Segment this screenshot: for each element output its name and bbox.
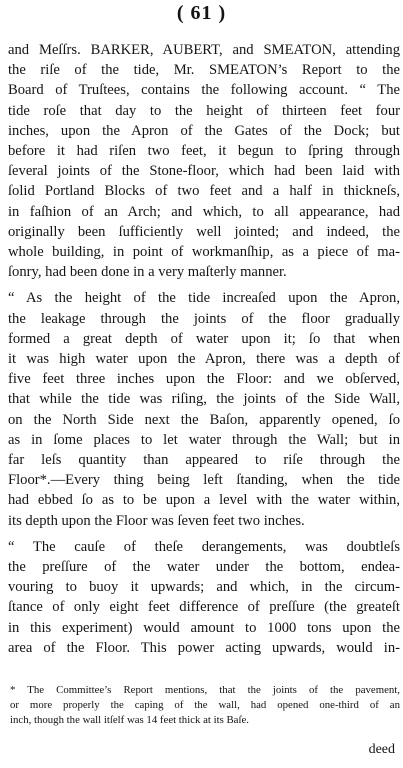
text-line: “ The cauſe of theſe derangements, was doubtleſs [8,538,400,555]
text-line: the preſſure of the water under the bottom, endea- [8,559,400,576]
text-line: on the North Side next the Baſon, apparently opened, ſo [8,411,400,428]
paragraph-3 [8,537,400,658]
text-line: as in ſome places to let water through the Wall; but in [8,431,400,448]
footnote-line: inch, though the wall itſelf was 14 feet thick at its Baſe. [10,714,249,726]
text-line: tide roſe that day to the height of thirteen feet four [8,102,400,119]
text-line: it was high water upon the Apron, there was a depth of [8,351,400,368]
text-line: five feet three inches upon the Floor: and we obſerved, [8,371,400,388]
catchword: deed [368,742,395,757]
text-line: in this experiment) would amount to 1000 tons upon the [8,619,400,636]
text-line: the riſe of the tide, Mr. SMEATON’s Report to the [8,62,400,79]
text-line: whole building, in point of workmanſhip, as a piece of ma- [8,244,400,261]
text-line: “ As the height of the tide increaſed upon the Apron, [8,290,400,307]
text-line: and Meſſrs. BARKER, AUBERT, and SMEATON, attending [8,42,400,58]
footnote [10,683,400,728]
footnote-line: * The Committee’s Report mentions, that the joints of the pavement, [10,684,400,696]
text-line: Board of Truſtees, contains the following account. “ The [8,82,400,99]
text-line: that while the tide was riſing, the joints of the Side Wall, [8,391,400,408]
body-text [8,40,400,658]
paragraph-2 [8,288,400,530]
text-line: inches, upon the Apron of the Gates of the Dock; but [8,122,400,139]
page-number: ( 61 ) [176,2,227,24]
text-line: originally been ſufficiently well jointed; and indeed, the [8,223,400,240]
text-line: in faſhion of an Arch; and which, to all appearance, had [8,203,400,220]
text-line: its depth upon the Floor was ſeven feet two inches. [8,512,305,529]
text-line: had ebbed ſo as to be upon a level with the water within, [8,492,400,509]
text-line: ſonry, had been done in a very maſterly manner. [8,264,287,281]
text-line: the leakage through the joints of the floor gradually [8,310,400,327]
text-line: before it had riſen two feet, it begun to ſpring through [8,143,400,160]
text-line: Floor*.—Every thing being left ſtanding, when the tide [8,472,400,489]
text-line: area of the Floor. This power acting upwards, would in- [8,639,400,656]
text-line: far leſs quantity than appeared to riſe through the [8,452,400,469]
footnote-line: or more properly the caping of the wall, had opened one-third of an [10,699,400,711]
text-line: ſtance of only eight feet difference of preſſure (the greateſt [8,599,400,616]
text-line: ſolid Portland Blocks of two feet and a half in thickneſs, [8,183,400,200]
text-line: formed a great depth of water upon it; ſo that when [8,330,400,347]
text-line: ſeveral joints of the Stone-floor, which had been laid with [8,163,400,180]
paragraph-1 [8,40,400,282]
text-line: vouring to buoy it upwards; and which, in the circum- [8,579,400,596]
